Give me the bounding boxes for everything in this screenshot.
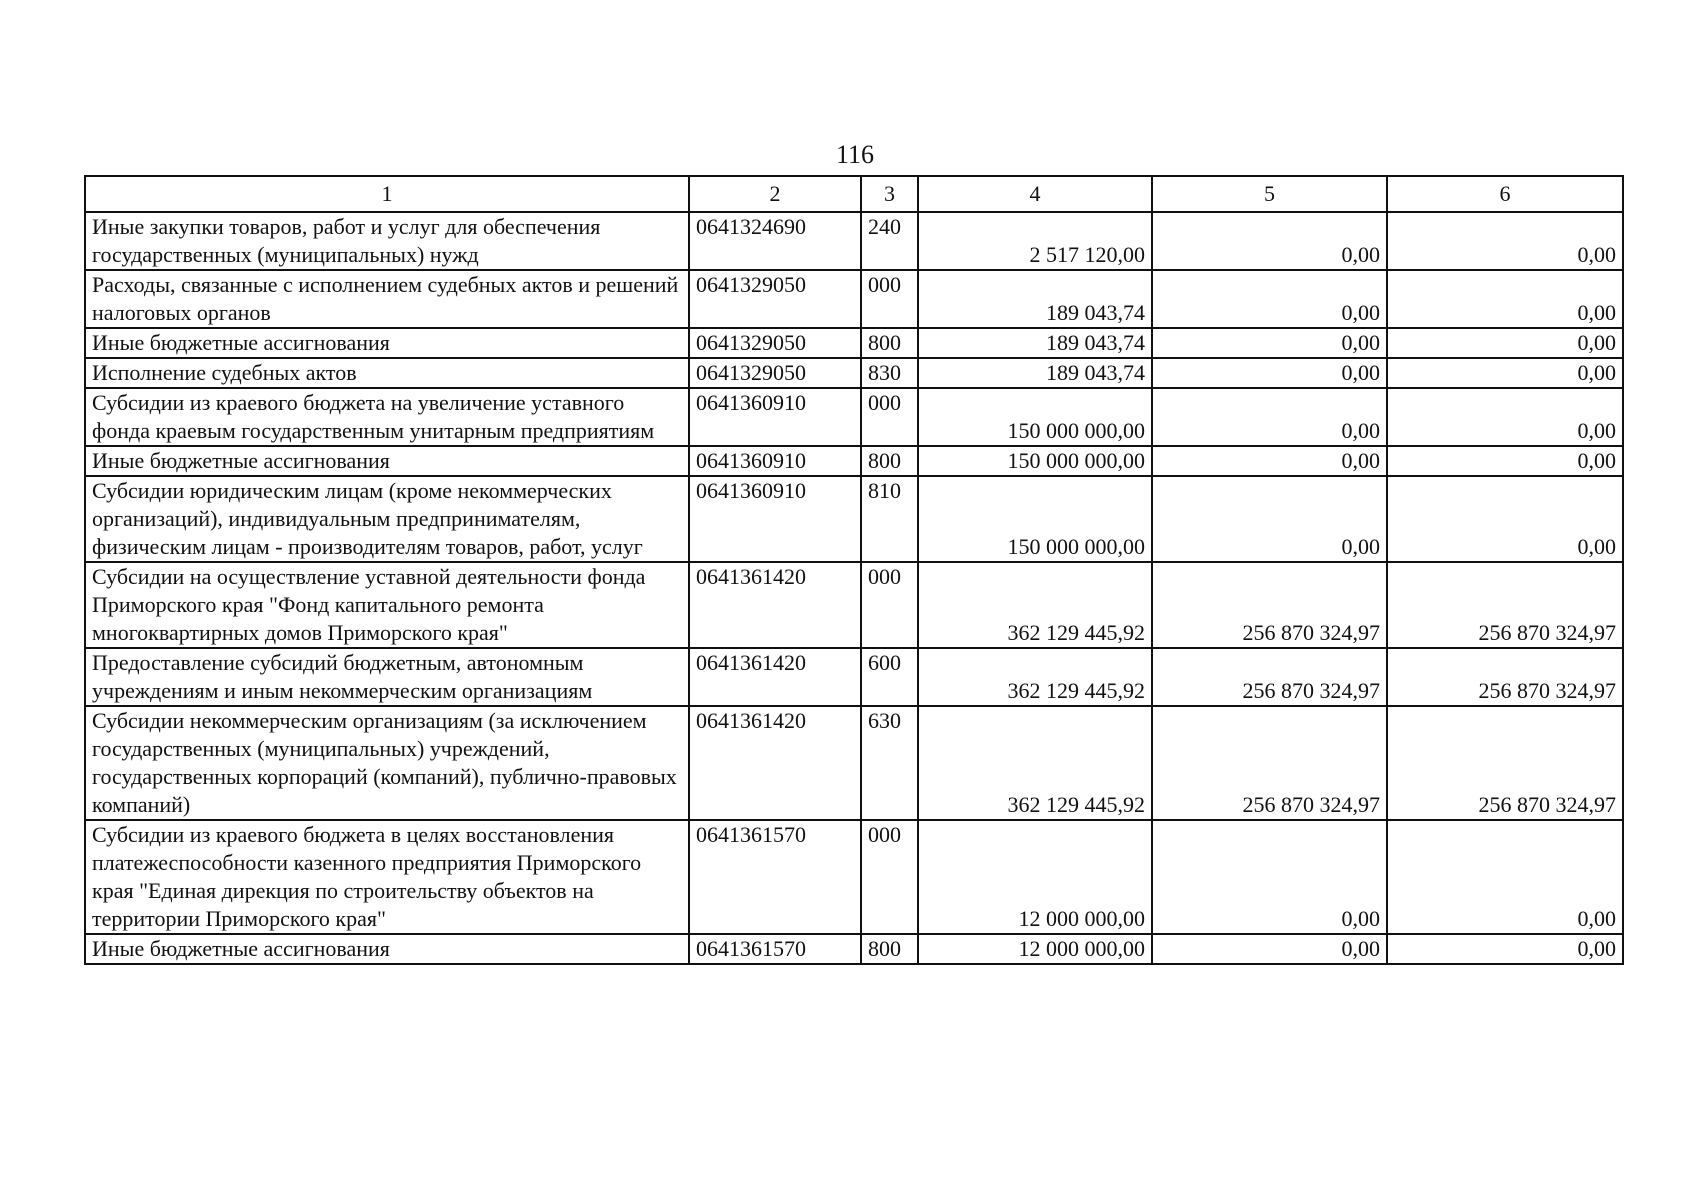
target-code: 0641360910	[689, 476, 861, 562]
header-cell-2: 2	[689, 176, 861, 212]
amount-col-5: 0,00	[1152, 358, 1387, 388]
target-code: 0641361570	[689, 934, 861, 964]
expense-name: Субсидии на осуществление уставной деятельности фонда Приморского края "Фонд капитального ремонта многоквартирных домов Приморского края"	[85, 562, 689, 648]
amount-col-4: 150 000 000,00	[918, 476, 1152, 562]
header-cell-4: 4	[918, 176, 1152, 212]
amount-col-5: 256 870 324,97	[1152, 562, 1387, 648]
amount-col-6: 0,00	[1387, 328, 1623, 358]
expense-name: Субсидии некоммерческим организациям (за исключением государственных (муниципальных) учреждений, государственных корпораций (компаний), публично-правовых компаний)	[85, 706, 689, 820]
header-cell-5: 5	[1152, 176, 1387, 212]
page-number: 116	[835, 140, 875, 169]
header-cell-6: 6	[1387, 176, 1623, 212]
target-code: 0641360910	[689, 388, 861, 446]
amount-col-6: 0,00	[1387, 358, 1623, 388]
amount-col-5: 0,00	[1152, 820, 1387, 934]
table-row	[85, 328, 1623, 358]
amount-col-6: 256 870 324,97	[1387, 648, 1623, 706]
expense-name: Иные закупки товаров, работ и услуг для обеспечения государственных (муниципальных) нужд	[85, 212, 689, 270]
amount-col-4: 362 129 445,92	[918, 562, 1152, 648]
expense-name: Иные бюджетные ассигнования	[85, 446, 689, 476]
table-row	[85, 358, 1623, 388]
expense-type-code: 830	[861, 358, 918, 388]
table-row	[85, 212, 1623, 270]
table-row	[85, 820, 1623, 934]
target-code: 0641329050	[689, 328, 861, 358]
amount-col-6: 256 870 324,97	[1387, 706, 1623, 820]
amount-col-4: 189 043,74	[918, 270, 1152, 328]
expense-name: Исполнение судебных актов	[85, 358, 689, 388]
table-row	[85, 476, 1623, 562]
budget-table	[84, 175, 1624, 965]
target-code: 0641324690	[689, 212, 861, 270]
target-code: 0641361570	[689, 820, 861, 934]
amount-col-4: 150 000 000,00	[918, 388, 1152, 446]
amount-col-6: 0,00	[1387, 270, 1623, 328]
target-code: 0641360910	[689, 446, 861, 476]
table-row	[85, 270, 1623, 328]
expense-name: Расходы, связанные с исполнением судебных актов и решений налоговых органов	[85, 270, 689, 328]
amount-col-5: 0,00	[1152, 476, 1387, 562]
header-cell-3: 3	[861, 176, 918, 212]
amount-col-5: 0,00	[1152, 212, 1387, 270]
expense-name: Предоставление субсидий бюджетным, автономным учреждениям и иным некоммерческим организациям	[85, 648, 689, 706]
expense-name: Субсидии юридическим лицам (кроме некоммерческих организаций), индивидуальным предпринимателям, физическим лицам - производителям товаров, работ, услуг	[85, 476, 689, 562]
expense-type-code: 240	[861, 212, 918, 270]
amount-col-4: 362 129 445,92	[918, 648, 1152, 706]
header-row	[85, 176, 1623, 212]
amount-col-6: 0,00	[1387, 934, 1623, 964]
amount-col-6: 0,00	[1387, 820, 1623, 934]
expense-name: Иные бюджетные ассигнования	[85, 934, 689, 964]
table-row	[85, 934, 1623, 964]
table-row	[85, 562, 1623, 648]
expense-name: Иные бюджетные ассигнования	[85, 328, 689, 358]
expense-name: Субсидии из краевого бюджета на увеличение уставного фонда краевым государственным унитарным предприятиям	[85, 388, 689, 446]
amount-col-5: 0,00	[1152, 328, 1387, 358]
expense-type-code: 800	[861, 446, 918, 476]
target-code: 0641329050	[689, 358, 861, 388]
amount-col-6: 0,00	[1387, 446, 1623, 476]
amount-col-4: 2 517 120,00	[918, 212, 1152, 270]
amount-col-6: 0,00	[1387, 388, 1623, 446]
table-row	[85, 706, 1623, 820]
amount-col-5: 0,00	[1152, 446, 1387, 476]
amount-col-5: 0,00	[1152, 270, 1387, 328]
amount-col-5: 256 870 324,97	[1152, 648, 1387, 706]
expense-type-code: 810	[861, 476, 918, 562]
amount-col-6: 256 870 324,97	[1387, 562, 1623, 648]
expense-type-code: 600	[861, 648, 918, 706]
table-row	[85, 648, 1623, 706]
amount-col-6: 0,00	[1387, 476, 1623, 562]
expense-type-code: 000	[861, 270, 918, 328]
amount-col-4: 12 000 000,00	[918, 934, 1152, 964]
amount-col-4: 150 000 000,00	[918, 446, 1152, 476]
expense-type-code: 800	[861, 934, 918, 964]
amount-col-5: 0,00	[1152, 388, 1387, 446]
target-code: 0641329050	[689, 270, 861, 328]
amount-col-5: 256 870 324,97	[1152, 706, 1387, 820]
expense-type-code: 630	[861, 706, 918, 820]
header-cell-1: 1	[85, 176, 689, 212]
table-row	[85, 388, 1623, 446]
amount-col-4: 189 043,74	[918, 328, 1152, 358]
amount-col-6: 0,00	[1387, 212, 1623, 270]
expense-type-code: 000	[861, 562, 918, 648]
expense-type-code: 000	[861, 820, 918, 934]
amount-col-5: 0,00	[1152, 934, 1387, 964]
target-code: 0641361420	[689, 706, 861, 820]
target-code: 0641361420	[689, 648, 861, 706]
amount-col-4: 362 129 445,92	[918, 706, 1152, 820]
target-code: 0641361420	[689, 562, 861, 648]
amount-col-4: 189 043,74	[918, 358, 1152, 388]
expense-type-code: 800	[861, 328, 918, 358]
table-row	[85, 446, 1623, 476]
amount-col-4: 12 000 000,00	[918, 820, 1152, 934]
expense-type-code: 000	[861, 388, 918, 446]
expense-name: Субсидии из краевого бюджета в целях восстановления платежеспособности казенного предприятия Приморского края "Единая дирекция по строительству объектов на территории Приморского края"	[85, 820, 689, 934]
